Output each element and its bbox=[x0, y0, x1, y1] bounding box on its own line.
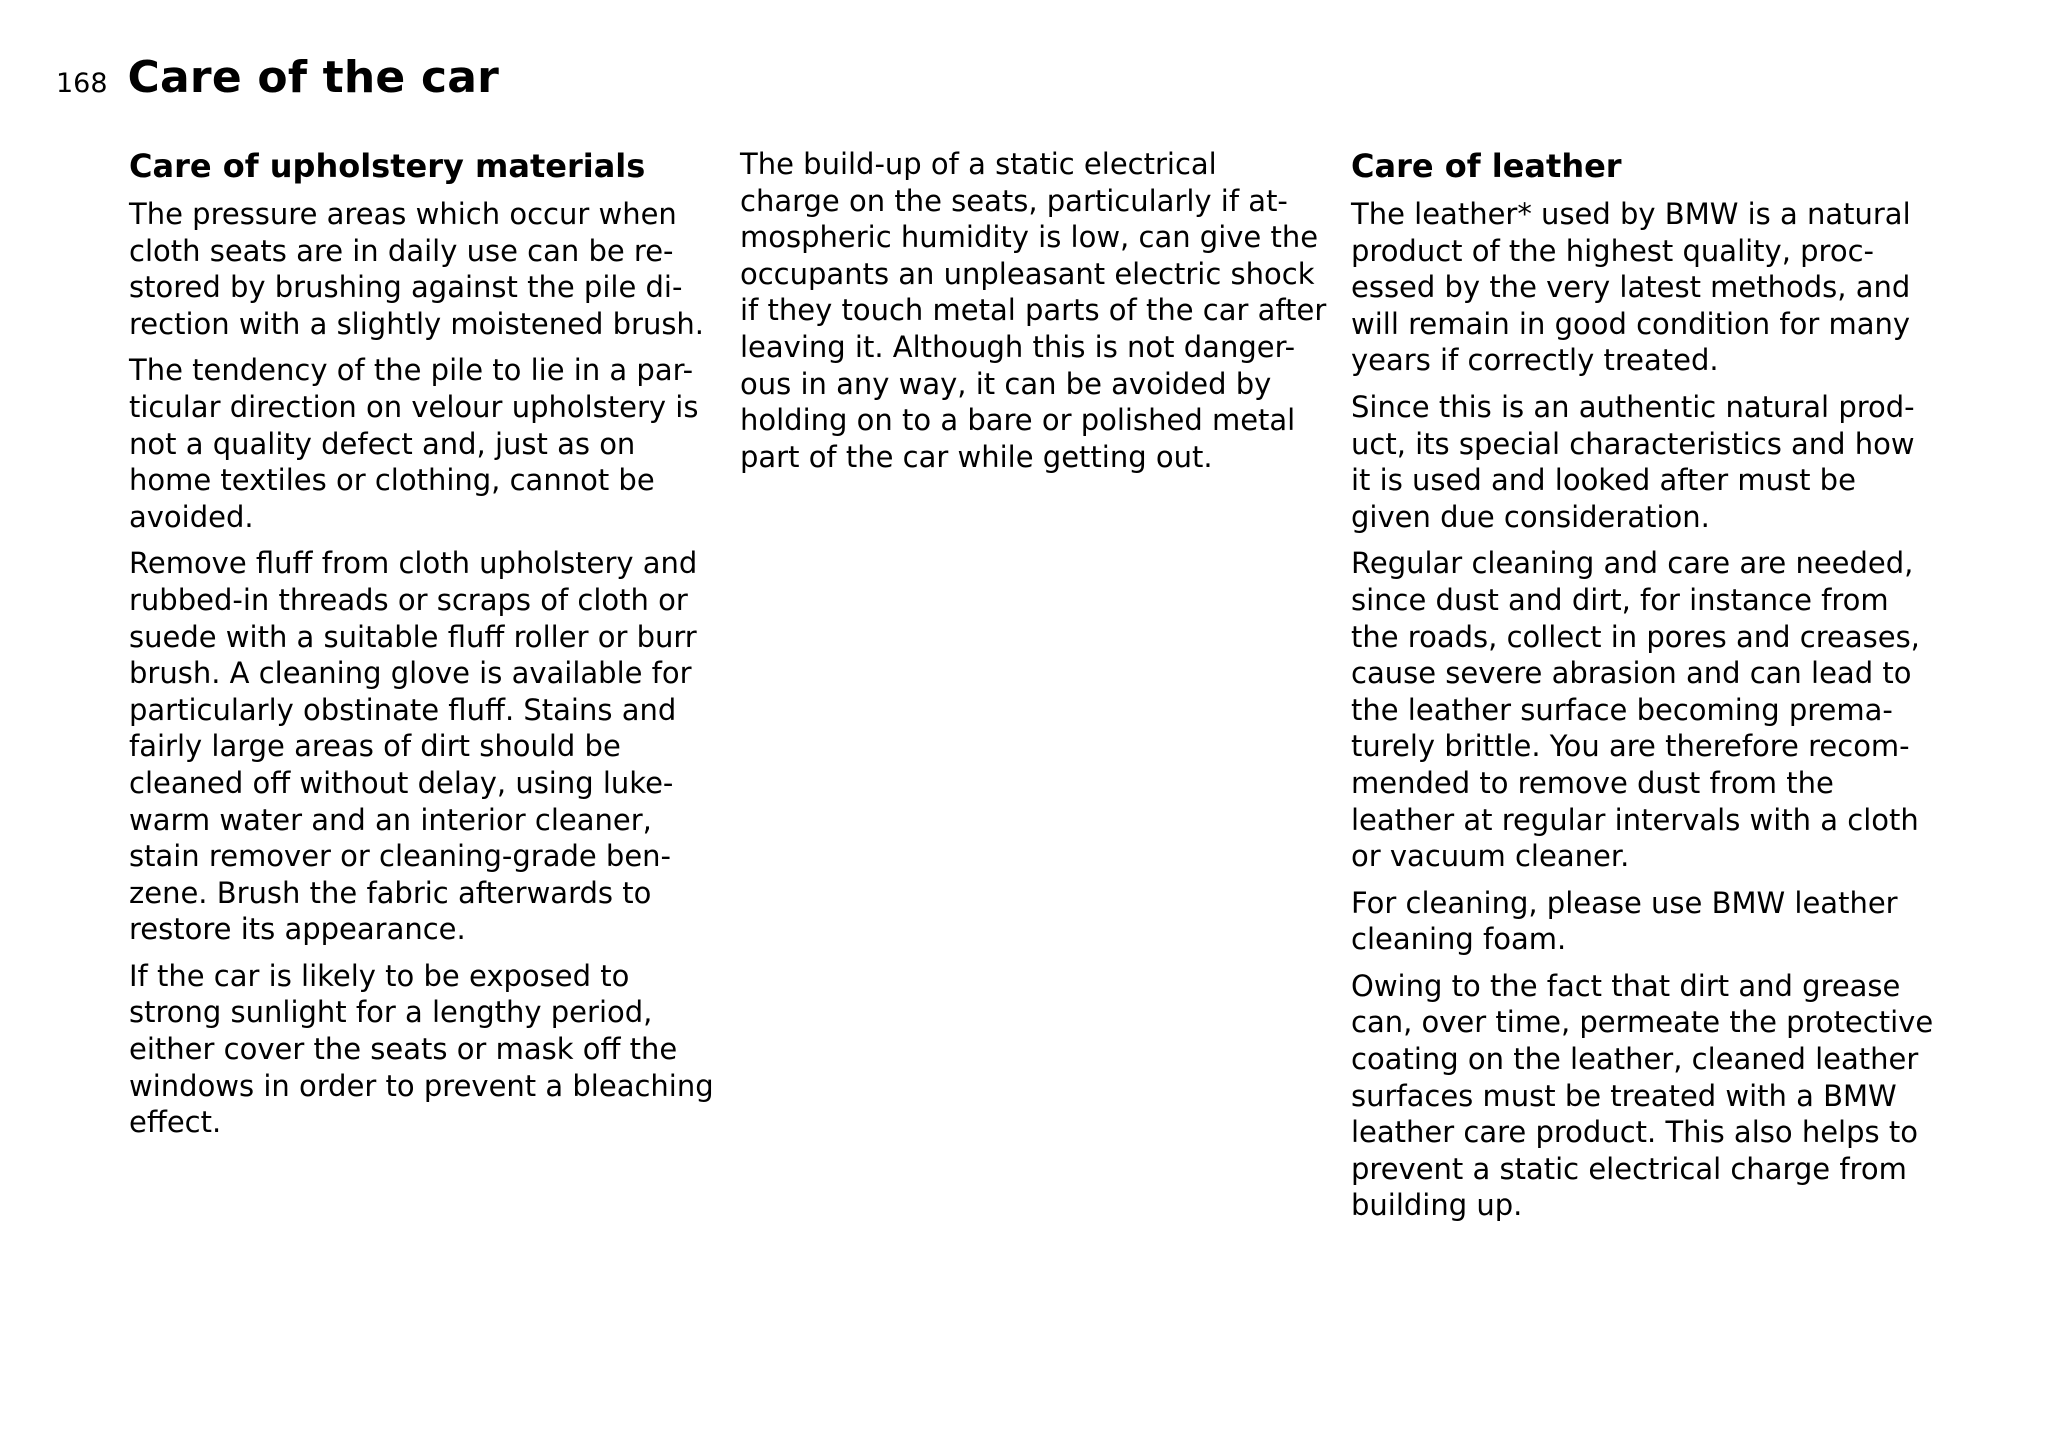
paragraph: Since this is an authentic natural prod- uct, its special characteristics and how it is used and looked after must be given due consideration. bbox=[1351, 389, 1915, 534]
section-heading-leather: Care of leather bbox=[1351, 147, 1622, 185]
paragraph: The pressure areas which occur when cloth seats are in daily use can be re- stored by brushing against the pile di- rection with a slightly moistened brush. bbox=[129, 197, 705, 341]
column-leather bbox=[1351, 146, 1941, 1234]
paragraph: For cleaning, please use BMW leather cleaning foam. bbox=[1351, 885, 1898, 957]
paragraph: If the car is likely to be exposed to strong sunlight for a lengthy period, either cover the seats or mask off the windows in order to prevent a bleaching effect. bbox=[129, 958, 714, 1140]
paragraph: The leather* used by BMW is a natural product of the highest quality, proc- essed by the very latest methods, and will remain in good condition for many years if correctly treated. bbox=[1351, 197, 1911, 378]
page-header bbox=[56, 52, 499, 103]
paragraph: Owing to the fact that dirt and grease can, over time, permeate the protective coating on the leather, cleaned leather surfaces must be treated with a BMW leather care product. This also helps to prevent a static electrical charge from building up. bbox=[1351, 968, 1934, 1223]
section-heading-upholstery: Care of upholstery materials bbox=[129, 147, 646, 185]
page-title: Care of the car bbox=[127, 52, 500, 103]
paragraph: Regular cleaning and care are needed, since dust and dirt, for instance from the roads, collect in pores and creases, cause severe abrasion and can lead to the leather surface becoming prema- turely brittle. You are therefore recom- mended to remove dust from the leather at regular intervals with a cloth or vacuum cleaner. bbox=[1351, 546, 1920, 874]
page-number: 168 bbox=[56, 68, 108, 99]
paragraph: Remove fluff from cloth upholstery and rubbed-in threads or scraps of cloth or suede with a suitable fluff roller or burr brush. A cleaning glove is available for particularly obstinate fluff. Stains and fairly large areas of dirt should be cleaned off without delay, using luke- warm water and an interior cleaner, stain remover or cleaning-grade ben- zene. Brush the fabric afterwards to restore its appearance. bbox=[129, 546, 698, 947]
paragraph: The build-up of a static electrical charge on the seats, particularly if at- mospheric humidity is low, can give the occupants an unpleasant electric shock if they touch metal parts of the car after leaving it. Although this is not danger- ous in any way, it can be avoided by holding on to a bare or polished metal part of the car while getting out. bbox=[740, 147, 1327, 474]
column-upholstery bbox=[129, 146, 719, 1151]
paragraph: The tendency of the pile to lie in a par- ticular direction on velour upholstery is not a quality defect and, just as on home textiles or clothing, cannot be avoided. bbox=[129, 353, 699, 534]
column-static-charge bbox=[740, 146, 1330, 485]
